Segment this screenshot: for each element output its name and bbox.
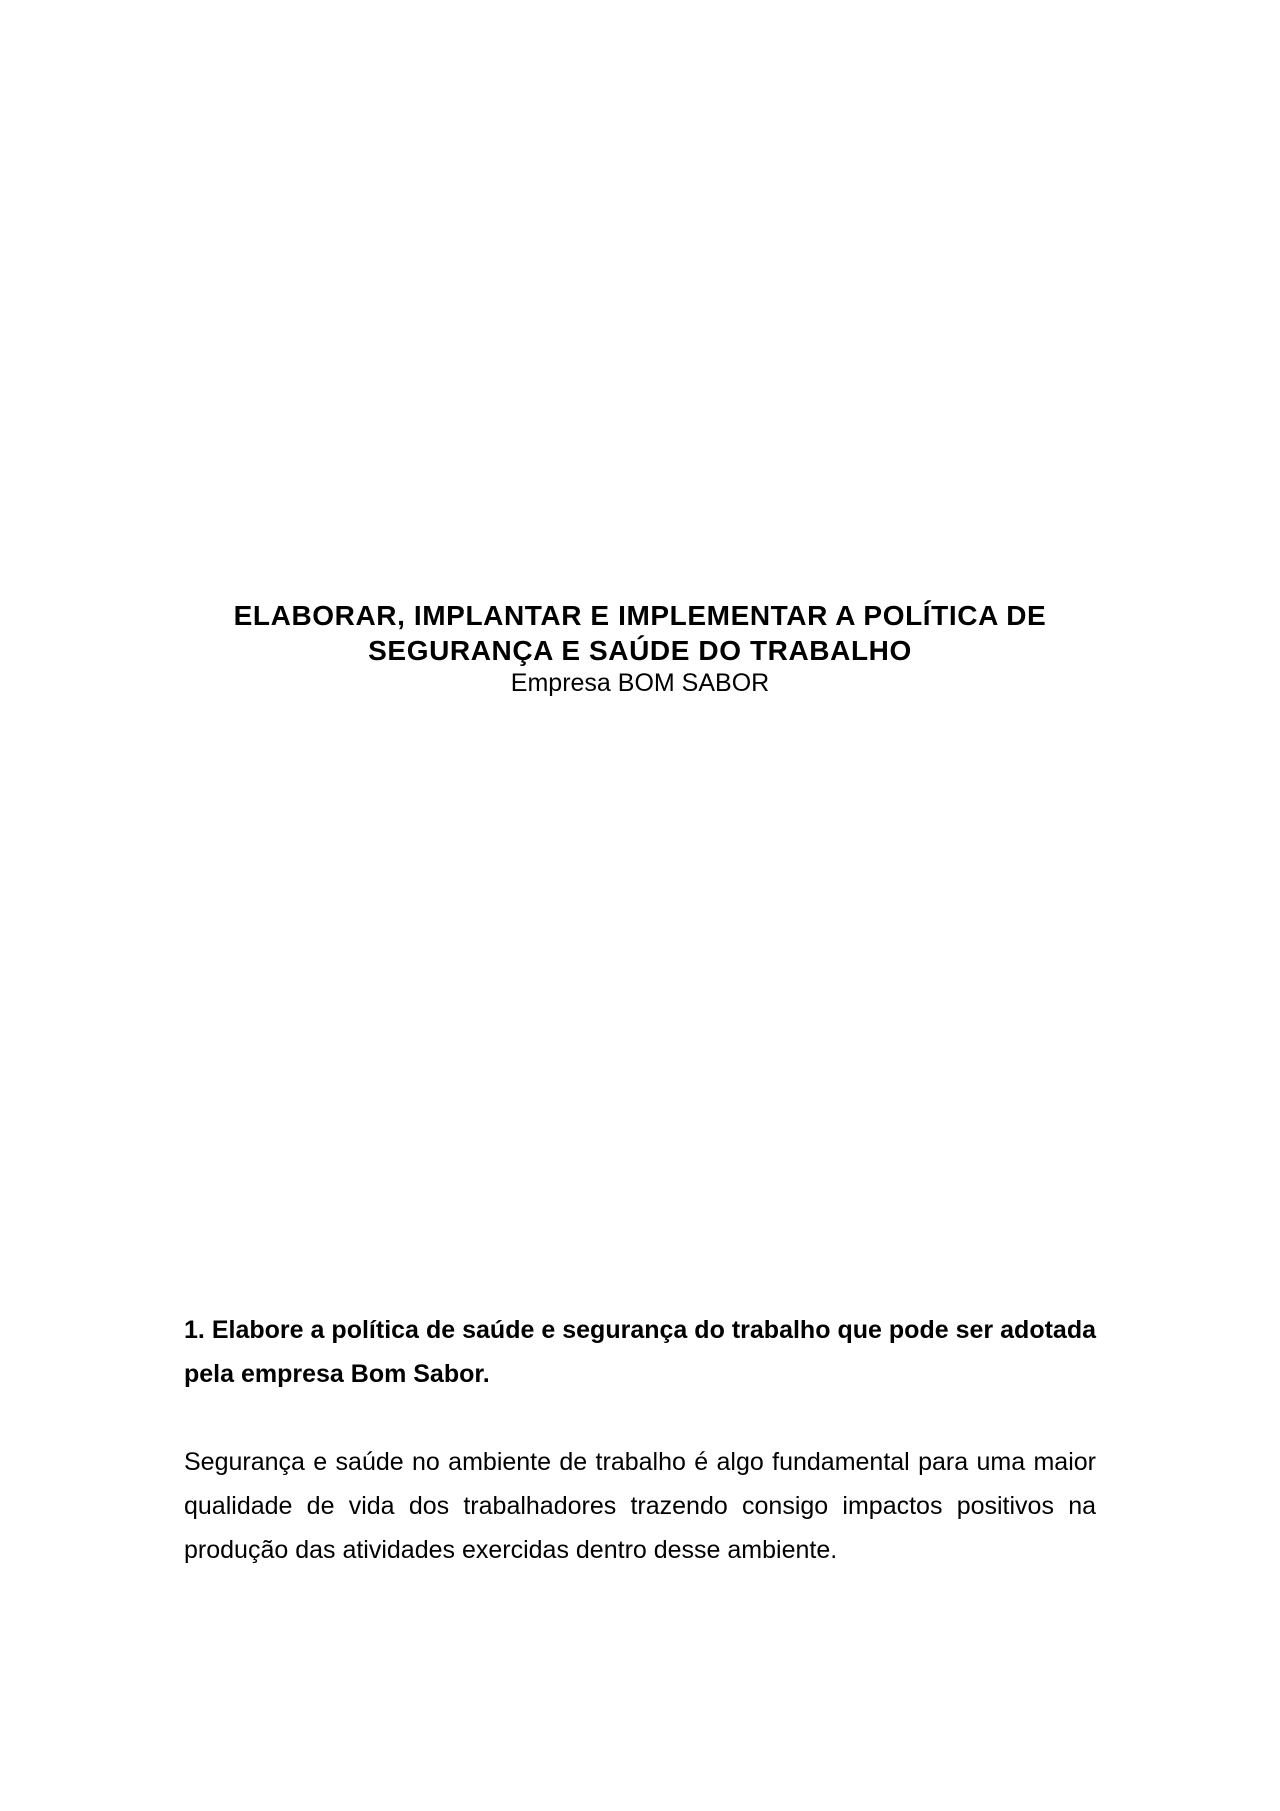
question-heading: 1. Elabore a política de saúde e segurança do trabalho que pode ser adotada pela empresa Bom Sabor. (184, 1316, 1096, 1388)
section-1 (184, 1308, 1096, 1572)
title-block (0, 598, 1280, 699)
document-subtitle: Empresa BOM SABOR (510, 669, 770, 697)
document-title-line-2: SEGURANÇA E SAÚDE DO TRABALHO (368, 635, 912, 666)
document-title-line-1: ELABORAR, IMPLANTAR E IMPLEMENTAR A POLÍTICA DE (233, 600, 1047, 631)
answer-paragraph: Segurança e saúde no ambiente de trabalho é algo fundamental para uma maior qualidade de vida dos trabalhadores trazendo consigo impactos positivos na produção das atividades exercidas dentro desse ambiente. (184, 1448, 1096, 1564)
